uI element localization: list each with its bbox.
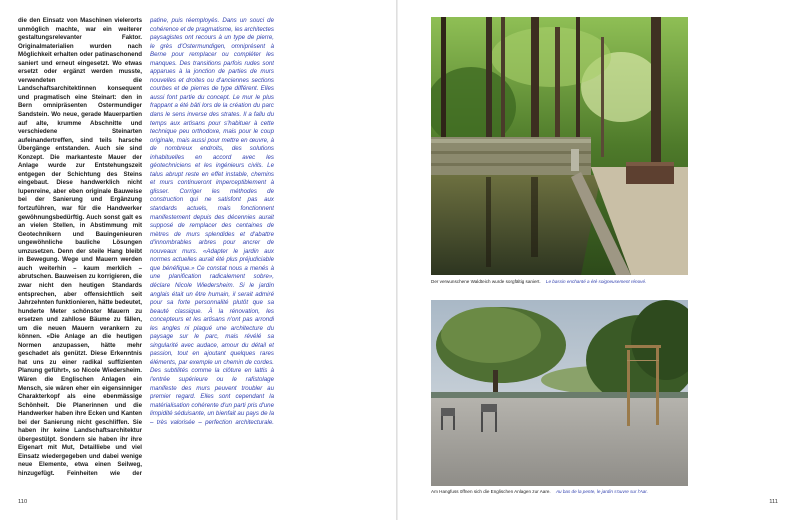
caption-bottom-german: Am Hangfuss öffnen sich die Englischen Anlagen zur Aare. bbox=[431, 489, 551, 494]
left-page bbox=[0, 0, 396, 520]
page-number-left: 110 bbox=[18, 499, 28, 505]
riverside-park-photo bbox=[431, 300, 688, 486]
photo-caption-bottom bbox=[431, 489, 731, 495]
german-text-column bbox=[18, 17, 142, 477]
caption-bottom-french: Au bas de la pente, le jardin s'ouvre sur l'Aar. bbox=[555, 489, 648, 494]
forest-pond-illustration bbox=[431, 17, 688, 275]
photo-caption-top bbox=[431, 279, 731, 285]
french-body-text: patine, puis réemployés. Dans un souci de cohérence et de pragmatisme, les architectes paysagistes ont recours à un type de pierre, le grès d'Ostermundigen, omniprésent à Berne pour remplacer ou compléter les manques. Des transitions parfois rudes sont apparues à la jonction de parties de murs nouvelles et droites ou d'anciennes sections courbes et de pierres de type différent. Elles aussi font partie du concept. Le mur le plus frappant a été bâti lors de la création du parc dans le sens inverse des strates. Il a fallu du temps aux artisans pour s'habituer à cette technique peu orthodoxe, mais pour le coup originale, mais aussi pour mettre en œuvre, à de nombreux endroits, des solutions inhabituelles en accord avec les géotechniciens et les ingénieurs civils. Le talus abrupt reste en effet instable, chemins et murs continueront imperceptiblement à glisser. Corriger les méthodes de construction qui ne satisfont pas aux standards actuels, mais fonctionnent manifestement depuis des décennies aurait supposé de remplacer des centaines de mètres de murs splendides et d'abattre d'innombrables arbres pour ancrer de nouveaux murs. «Adapter le jardin aux normes actuelles aurait été plus préjudiciable que bénéfique.» Ce constat nous a menés à une planification radicalement sobre», déclare Nicole Wiedersheim. Si le jardin anglais était un être humain, il serait admiré pour sa forte personnalité plutôt que sa beauté classique. À la rénovation, les concepteurs et les artisans n'ont pas arrondi les angles ni plaqué une architecture du paysage sur le parc, mais révélé sa singularité avec audace, amour du détail et passion, tout en ajoutant quelques rares éléments, par exemple un chemin de cordes. Des subtilités comme la clôture en lattis à l'entrée supérieure ou le rafistolage manifeste des murs peuvent troubler au premier regard. Elles sont cependant la matérialisation cohérente d'un parti pris d'une limpidité séduisante, un bienfait au pays de la – très valorisée – perfection architecturale. bbox=[150, 17, 274, 426]
page-number-right: 111 bbox=[769, 499, 778, 505]
right-page bbox=[398, 0, 794, 520]
caption-top-french: Le bassin enchanté a été soigneusement rénové. bbox=[545, 279, 647, 284]
french-text-column bbox=[150, 17, 274, 427]
caption-top-german: Der verwunschene Waldteich wurde sorgfältig saniert. bbox=[431, 279, 541, 284]
riverside-park-illustration bbox=[431, 300, 688, 486]
german-body-text: die den Einsatz von Maschinen vielerorts unmöglich machte, war ein weiterer gestaltungsrelevanter Faktor. Originalmaterialien wurden nach Möglichkeit erhalten oder patinaschonend saniert und erneut eingesetzt. Wo etwas ersetzt oder ergänzt werden musste, verwendeten die Landschaftsarchitektinnen konsequent und pragmatisch eine Steinart: den in Bern omnipräsenten Ostermundiger Sandstein. Wo neue, gerade Mauerpartien auf alte, krumme Abschnitte und verschiedene Steinarten aufeinandertreffen, sind teils harsche Übergänge entstanden. Auch sie sind Konzept. Die markanteste Mauer der Anlage wurde zur Entstehungszeit entgegen der Schichtung des Steins eingebaut. Diese handwerklich nicht lupenreine, aber eben originale Bauweise bei der Sanierung und Ergänzung fortzuführen, war für die Handwerker gewöhnungsbedürftig. Auch sonst galt es an vielen Stellen, in Abstimmung mit Geotechnikern und Bauingenieuren ungewöhnliche bauliche Lösungen umzusetzen. Denn der steile Hang bleibt in Bewegung. Wege und Mauern werden auch weiterhin – kaum merklich – abrutschen. Bauweisen zu korrigieren, die zwar nicht den heutigen Standards entsprechen, aber offensichtlich seit Jahrzehnten funktionieren, hätte bedeutet, hunderte Meter schönster Mauern zu ersetzen und zahllose Bäume zu fällen, um die neuen Mauern verankern zu können. «Die Anlage an die heutigen Normen anzupassen, hätte mehr geschadet als genützt. Diese Erkenntnis hat uns zu einer radikal suffizienten Planung geführt», so Nicole Wiedersheim. Wären die Englischen Anlagen ein Mensch, sie wären eher ein eigensinniger Charakterkopf als eine ebenmässige Schönheit. Die Planerinnen und die Handwerker haben ihre Ecken und Kanten bei der Sanierung nicht geschliffen. Sie haben ihr keine Landschaftsarchitektur übergestülpt. Sondern sie haben ihr ihre Eigenart mit Mut, Detailliebe und viel Einsatz wiedergegeben und dabei wenige neue Elemente, etwa einen Seilweg, hinzugefügt. Feinheiten wie der bbox=[18, 17, 142, 477]
forest-pond-photo bbox=[431, 17, 688, 275]
